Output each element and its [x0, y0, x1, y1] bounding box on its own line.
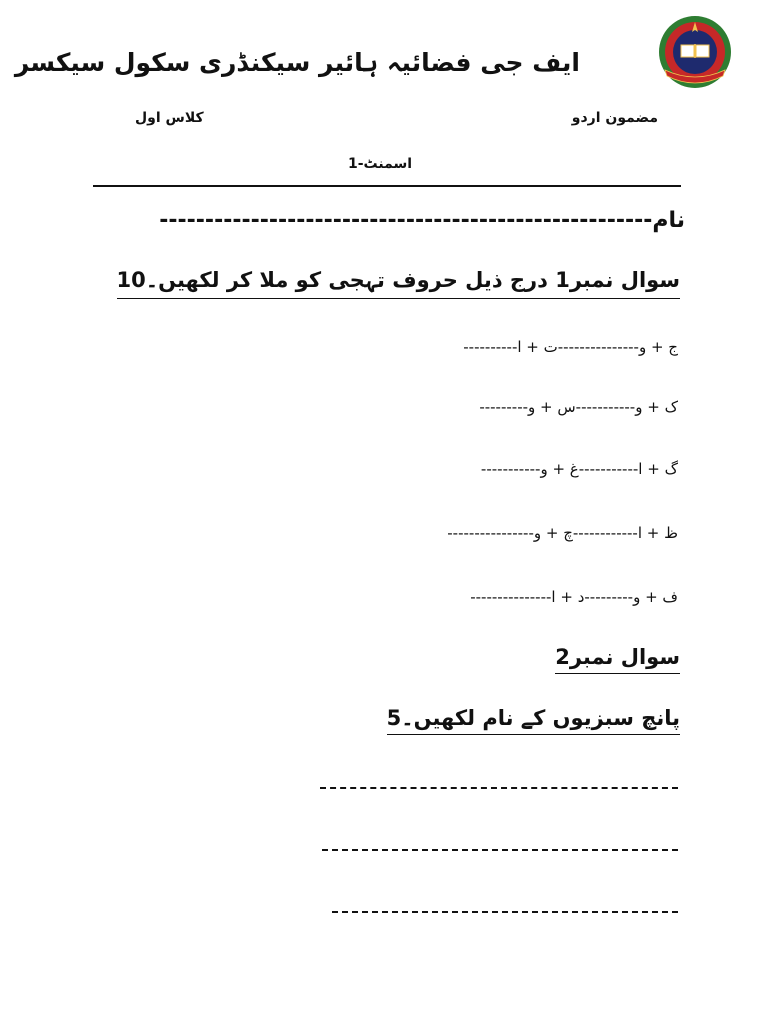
assignment-label: اسمنٹ-1	[347, 156, 413, 172]
school-logo	[655, 12, 735, 92]
question2-title: سوال نمبر2	[555, 645, 680, 674]
subject-label: مضمون اردو	[571, 110, 658, 126]
header-divider	[93, 185, 681, 187]
letter-join-line: گ + ا-----------غ + و-----------	[480, 460, 678, 478]
letter-join-line: ظ + ا------------چ + و----------------	[447, 524, 678, 542]
school-name: ایف جی فضائیہ ہائیر سیکنڈری سکول سیکسر	[14, 48, 580, 77]
answer-blank-line	[320, 787, 678, 789]
letter-join-line: ج + و---------------ت + ا----------	[463, 338, 678, 356]
letter-join-line: ک + و-----------س + و---------	[479, 398, 678, 416]
name-field: نام------------------------------------------------------	[159, 208, 685, 233]
question2-subtitle: پانچ سبزیوں کے نام لکھیں۔5	[387, 706, 680, 735]
answer-blank-line	[322, 849, 678, 851]
class-label: کلاس اول	[135, 110, 204, 126]
answer-blank-line	[332, 911, 678, 913]
letter-join-line: ف + و---------د + ا---------------	[470, 588, 678, 606]
question1-title: سوال نمبر1 درج ذیل حروف تہجی کو ملا کر لکھیں۔10	[117, 268, 680, 299]
